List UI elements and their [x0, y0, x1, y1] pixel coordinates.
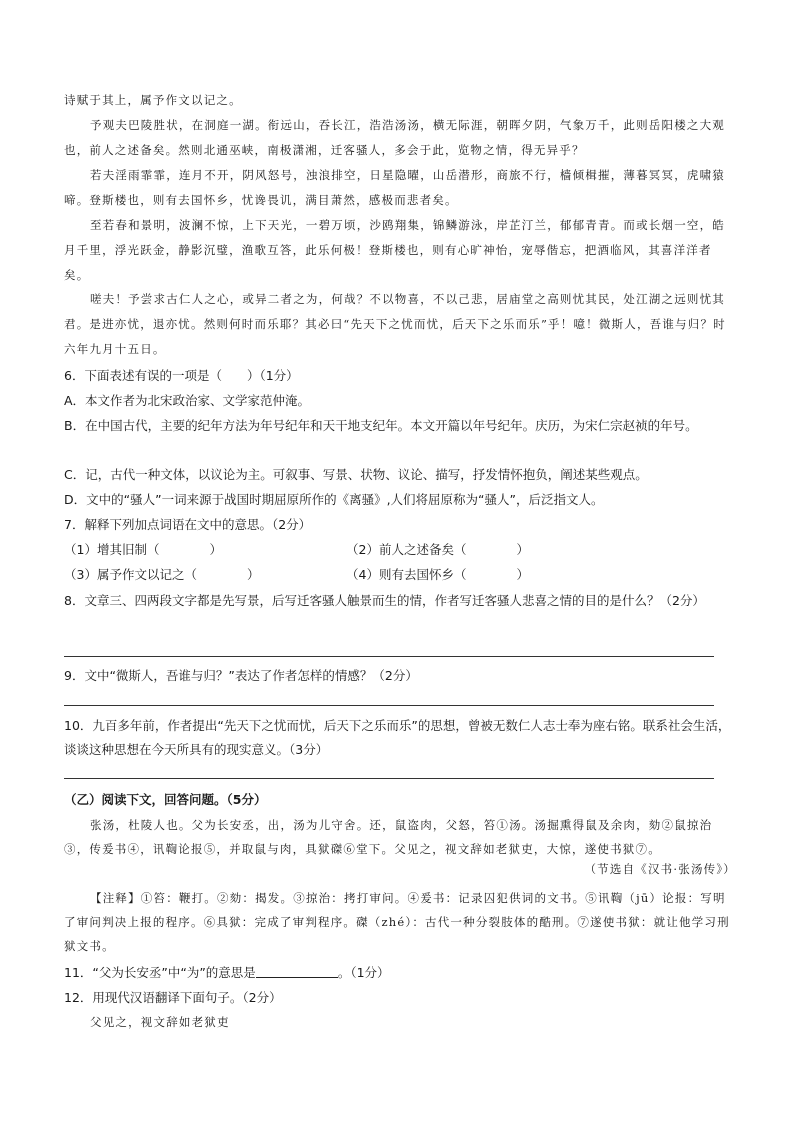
passage-paragraph-3: 至若春和景明，波澜不惊，上下天光，一碧万顷，沙鸥翔集，锦鳞游泳，岸芷汀兰，郁郁青青。而或长烟一空，皓月千里，浮光跃金，静影沉璧，渔歌互答，此乐何极！登斯楼也，则有心旷神怡，宠辱偕忘，把酒临风，其喜洋洋者矣。 [64, 218, 725, 282]
passage-paragraph-4: 嗟夫！予尝求古仁人之心，或异二者之为，何哉？不以物喜，不以己悲，居庙堂之高则忧其民，处江湖之远则忧其君。是进亦忧，退亦忧。然则何时而乐耶？其必曰“先天下之忧而忧，后天下之乐而乐”乎！噫！微斯人，吾谁与归？时六年九月十五日。 [64, 292, 726, 356]
q7-item-3: （3）属予作文以记之（ ） [64, 567, 260, 582]
q7-item-2: （2）前人之述备矣（ ） [346, 542, 529, 557]
q10-answer-line[interactable] [64, 778, 714, 779]
part-b-source: （节选自《汉书·张汤传》） [584, 862, 736, 876]
q8-answer-line[interactable] [64, 656, 714, 657]
q6-stem: 6．下面表述有误的一项是（ ）（1分） [64, 368, 299, 383]
part-b-passage: 张汤，杜陵人也。父为长安丞，出，汤为儿守舍。还，鼠盗肉，父怒，笞①汤。汤掘熏得鼠及余肉，劾②鼠掠治③，传爰书④，讯鞫论报⑤，并取鼠与肉，具狱磔⑥堂下。父见之，视文辞如老狱吏，大惊，遂使书狱⑦。 [64, 818, 713, 856]
q12-stem: 12．用现代汉语翻译下面句子。（2分） [64, 990, 282, 1005]
q11-stem [64, 963, 390, 981]
q9-answer-line[interactable] [64, 705, 714, 706]
q6-option-a: A．本文作者为北宋政治家、文学家范仲淹。 [64, 393, 311, 408]
q11-answer-blank[interactable] [256, 965, 338, 978]
q6-option-d: D．文中的“骚人”一词来源于战国时期屈原所作的《离骚》,人们将屈原称为“骚人”，后泛指文人。 [64, 492, 604, 507]
q12-sentence: 父见之，视文辞如老狱吏 [90, 1015, 230, 1029]
q7-item-4: （4）则有去国怀乡（ ） [346, 567, 529, 582]
q11-text-after: 。（1分） [337, 965, 390, 980]
passage-line-0: 诗赋于其上，属予作文以记之。 [64, 93, 242, 107]
q6-option-c: C．记，古代一种文体，以议论为主。可叙事、写景、状物、议论、描写，抒发情怀抱负，阐述某些观点。 [64, 467, 648, 482]
q7-stem: 7．解释下列加点词语在文中的意思。（2分） [64, 517, 312, 532]
q11-text-before: 11．“父为长安丞”中“为”的意思是 [64, 965, 256, 980]
passage-paragraph-2: 若夫淫雨霏霏，连月不开，阴风怒号，浊浪排空，日星隐曜，山岳潜形，商旅不行，樯倾楫摧，薄暮冥冥，虎啸猿啼。登斯楼也，则有去国怀乡，忧谗畏讥，满目萧然，感极而悲者矣。 [64, 168, 725, 207]
q7-item-1: （1）增其旧制（ ） [64, 542, 222, 557]
q9-stem: 9．文中“微斯人，吾谁与归？”表达了作者怎样的情感？（2分） [64, 668, 418, 683]
q10-stem: 10．九百多年前，作者提出“先天下之忧而忧，后天下之乐而乐”的思想，曾被无数仁人志士奉为座右铭。联系社会生活，谈谈这种思想在今天所具有的现实意义。（3分） [64, 718, 731, 757]
part-b-heading: （乙）阅读下文，回答问题。（5分） [64, 792, 267, 807]
q8-stem: 8．文章三、四两段文字都是先写景，后写迁客骚人触景而生的情，作者写迁客骚人悲喜之情的目的是什么？（2分） [64, 593, 705, 608]
part-b-note: 【注释】①笞：鞭打。②劾：揭发。③掠治：拷打审问。④爰书：记录囚犯供词的文书。⑤讯鞫（jū）论报：写明了审问判决上报的程序。⑥具狱：完成了审判程序。磔（zhé）：古代一种分裂肢体的酷刑。⑦遂使书狱：就让他学习刑狱文书。 [64, 891, 730, 953]
passage-paragraph-1: 予观夫巴陵胜状，在洞庭一湖。衔远山，吞长江，浩浩汤汤，横无际涯，朝晖夕阴，气象万千，此则岳阳楼之大观也，前人之述备矣。然则北通巫峡，南极潇湘，迁客骚人，多会于此，览物之情，得无异乎？ [64, 118, 725, 157]
q6-option-b: B．在中国古代，主要的纪年方法为年号纪年和天干地支纪年。本文开篇以年号纪年。庆历，为宋仁宗赵祯的年号。 [64, 418, 698, 433]
